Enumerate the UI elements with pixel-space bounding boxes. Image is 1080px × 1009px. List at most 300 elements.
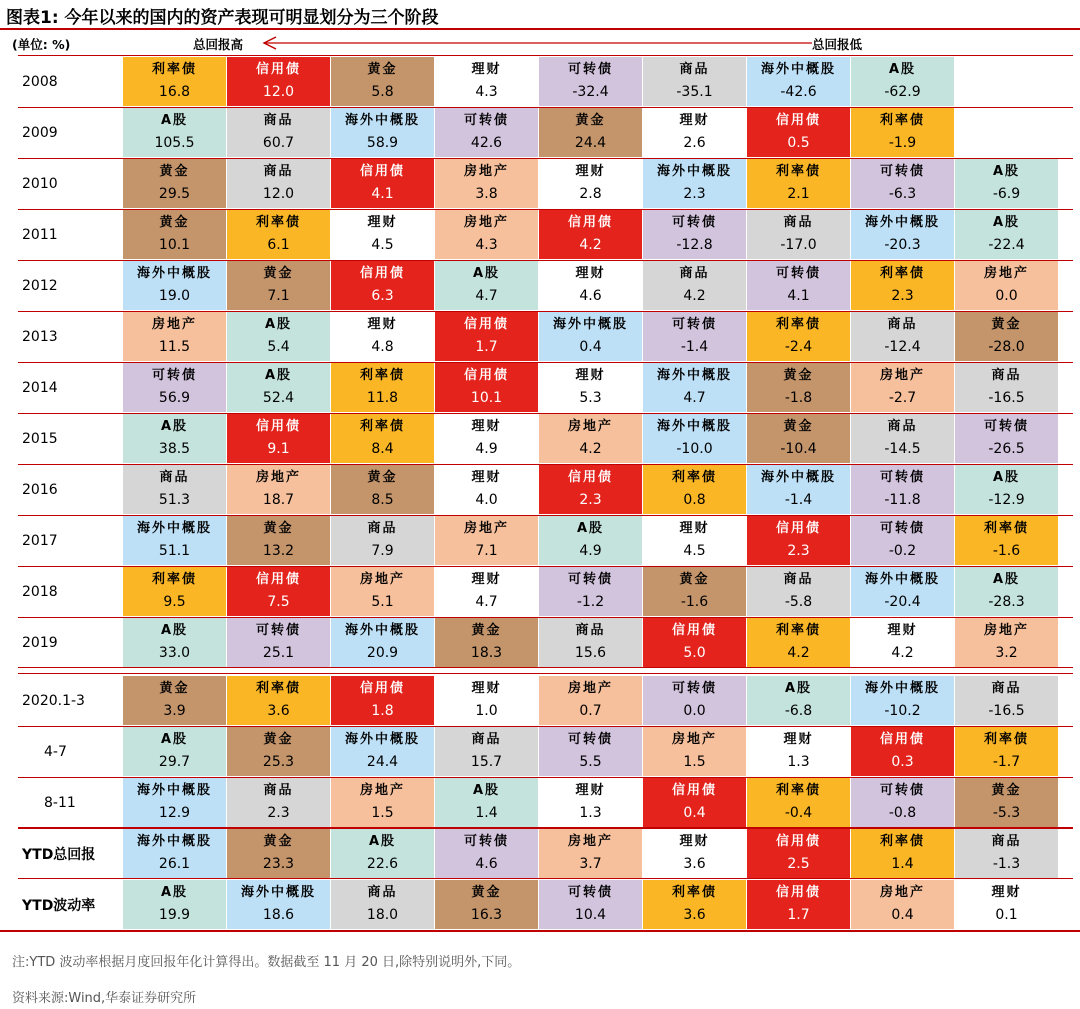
footnote: 注:YTD 波动率根据月度回报年化计算得出。数据截至 11 月 20 日,除特别说明外,下同。 bbox=[12, 955, 521, 970]
asset-name: 海外中概股 bbox=[240, 885, 316, 900]
asset-value: -1.6 bbox=[992, 543, 1021, 559]
asset-cell bbox=[331, 465, 434, 514]
asset-value: 24.4 bbox=[574, 135, 607, 151]
asset-name: 海外中概股 bbox=[656, 164, 732, 179]
asset-cell bbox=[747, 829, 850, 878]
asset-value: -35.1 bbox=[676, 84, 713, 100]
asset-value: 2.3 bbox=[787, 543, 810, 559]
asset-cell bbox=[435, 363, 538, 412]
asset-value: 51.1 bbox=[158, 543, 191, 559]
asset-name: 可转债 bbox=[671, 215, 717, 230]
asset-value: -10.0 bbox=[676, 441, 713, 457]
asset-value: 12.9 bbox=[158, 805, 191, 821]
asset-value: -28.3 bbox=[988, 594, 1025, 610]
asset-cell bbox=[123, 880, 226, 929]
row-label: 2016 bbox=[22, 481, 58, 498]
asset-name: 黄金 bbox=[263, 834, 294, 849]
asset-cell bbox=[227, 159, 330, 208]
asset-name: A股 bbox=[160, 623, 189, 638]
asset-value: 12.0 bbox=[262, 84, 295, 100]
asset-cell bbox=[331, 210, 434, 259]
asset-name: A股 bbox=[264, 368, 293, 383]
asset-cell bbox=[331, 676, 434, 725]
asset-cell bbox=[955, 567, 1058, 616]
asset-name: 房地产 bbox=[463, 215, 509, 230]
source-note: 资料来源:Wind,华泰证券研究所 bbox=[12, 991, 197, 1006]
asset-value: -5.3 bbox=[992, 805, 1021, 821]
asset-cell bbox=[851, 312, 954, 361]
asset-name: 房地产 bbox=[983, 266, 1029, 281]
table-rule bbox=[18, 362, 1073, 363]
asset-value: -6.3 bbox=[888, 186, 917, 202]
asset-value: 4.6 bbox=[579, 288, 602, 304]
asset-value: -1.2 bbox=[576, 594, 605, 610]
asset-cell bbox=[955, 676, 1058, 725]
asset-name: A股 bbox=[992, 164, 1021, 179]
asset-value: 1.3 bbox=[579, 805, 602, 821]
asset-cell bbox=[227, 312, 330, 361]
row-label: 2009 bbox=[22, 124, 58, 141]
asset-name: 利率债 bbox=[775, 783, 821, 798]
asset-value: -42.6 bbox=[780, 84, 817, 100]
asset-cell bbox=[851, 210, 954, 259]
row-label: 2012 bbox=[22, 277, 58, 294]
asset-cell bbox=[331, 261, 434, 310]
asset-name: 理财 bbox=[575, 164, 606, 179]
asset-cell bbox=[123, 618, 226, 667]
asset-cell bbox=[747, 676, 850, 725]
asset-name: 理财 bbox=[471, 470, 502, 485]
asset-value: 9.5 bbox=[163, 594, 186, 610]
table-rule bbox=[18, 55, 1073, 56]
asset-cell bbox=[331, 516, 434, 565]
table-rule bbox=[18, 673, 1073, 674]
row-label: 8-11 bbox=[44, 794, 76, 811]
asset-value: 3.6 bbox=[683, 856, 706, 872]
asset-cell bbox=[123, 210, 226, 259]
asset-cell bbox=[435, 567, 538, 616]
asset-value: 4.9 bbox=[475, 441, 498, 457]
table-rule bbox=[18, 667, 1073, 668]
asset-name: A股 bbox=[576, 521, 605, 536]
asset-value: 11.8 bbox=[366, 390, 399, 406]
asset-value: 3.8 bbox=[475, 186, 498, 202]
asset-value: 2.1 bbox=[787, 186, 810, 202]
asset-cell bbox=[643, 414, 746, 463]
asset-cell bbox=[331, 312, 434, 361]
asset-cell bbox=[955, 778, 1058, 827]
asset-name: 利率债 bbox=[983, 732, 1029, 747]
asset-value: 2.3 bbox=[267, 805, 290, 821]
asset-name: 海外中概股 bbox=[760, 62, 836, 77]
axis-low-label: 总回报低 bbox=[812, 37, 863, 52]
asset-value: 18.3 bbox=[470, 645, 503, 661]
asset-name: 海外中概股 bbox=[656, 419, 732, 434]
asset-value: 4.3 bbox=[475, 84, 498, 100]
footer-rule bbox=[0, 930, 1080, 932]
asset-name: A股 bbox=[160, 732, 189, 747]
asset-name: 信用债 bbox=[879, 732, 925, 747]
asset-value: 1.7 bbox=[787, 907, 810, 923]
asset-cell bbox=[123, 261, 226, 310]
asset-value: 56.9 bbox=[158, 390, 191, 406]
asset-value: 23.3 bbox=[262, 856, 295, 872]
asset-name: 信用债 bbox=[359, 681, 405, 696]
asset-value: 10.4 bbox=[574, 907, 607, 923]
asset-cell bbox=[123, 414, 226, 463]
asset-cell bbox=[955, 363, 1058, 412]
asset-name: 理财 bbox=[679, 521, 710, 536]
asset-name: 利率债 bbox=[671, 885, 717, 900]
asset-value: 29.7 bbox=[158, 754, 191, 770]
asset-name: 可转债 bbox=[567, 885, 613, 900]
asset-name: 海外中概股 bbox=[136, 834, 212, 849]
asset-cell bbox=[539, 618, 642, 667]
asset-value: -11.8 bbox=[884, 492, 921, 508]
row-label: 2014 bbox=[22, 379, 58, 396]
asset-name: 海外中概股 bbox=[344, 113, 420, 128]
asset-cell bbox=[747, 312, 850, 361]
asset-name: 海外中概股 bbox=[864, 215, 940, 230]
asset-name: 房地产 bbox=[567, 419, 613, 434]
asset-cell bbox=[747, 618, 850, 667]
asset-value: 4.7 bbox=[475, 288, 498, 304]
asset-cell bbox=[331, 829, 434, 878]
asset-cell bbox=[227, 363, 330, 412]
asset-value: 4.9 bbox=[579, 543, 602, 559]
asset-value: -0.2 bbox=[888, 543, 917, 559]
asset-cell bbox=[123, 829, 226, 878]
asset-name: 商品 bbox=[159, 470, 190, 485]
asset-value: -1.7 bbox=[992, 754, 1021, 770]
asset-value: 24.4 bbox=[366, 754, 399, 770]
asset-value: 1.5 bbox=[371, 805, 394, 821]
asset-value: 4.3 bbox=[475, 237, 498, 253]
asset-cell bbox=[331, 778, 434, 827]
asset-cell bbox=[227, 880, 330, 929]
asset-name: 可转债 bbox=[567, 62, 613, 77]
asset-name: 信用债 bbox=[567, 215, 613, 230]
asset-cell bbox=[435, 312, 538, 361]
row-label: 2010 bbox=[22, 175, 58, 192]
asset-cell bbox=[227, 778, 330, 827]
asset-name: 利率债 bbox=[775, 317, 821, 332]
asset-cell bbox=[747, 108, 850, 157]
asset-value: -10.4 bbox=[780, 441, 817, 457]
asset-value: 0.0 bbox=[683, 703, 706, 719]
asset-value: 1.3 bbox=[787, 754, 810, 770]
asset-value: 0.5 bbox=[787, 135, 810, 151]
asset-cell bbox=[123, 312, 226, 361]
asset-value: 4.5 bbox=[371, 237, 394, 253]
asset-cell bbox=[539, 108, 642, 157]
asset-name: 信用债 bbox=[775, 834, 821, 849]
asset-name: 理财 bbox=[575, 783, 606, 798]
asset-value: 4.6 bbox=[475, 856, 498, 872]
asset-value: 1.4 bbox=[475, 805, 498, 821]
asset-cell bbox=[539, 363, 642, 412]
asset-name: 利率债 bbox=[151, 62, 197, 77]
asset-cell bbox=[123, 778, 226, 827]
asset-cell bbox=[331, 363, 434, 412]
asset-value: 4.2 bbox=[683, 288, 706, 304]
asset-value: 1.8 bbox=[371, 703, 394, 719]
asset-name: 可转债 bbox=[671, 681, 717, 696]
asset-cell bbox=[539, 414, 642, 463]
asset-value: 10.1 bbox=[470, 390, 503, 406]
asset-value: 15.7 bbox=[470, 754, 503, 770]
asset-cell bbox=[123, 567, 226, 616]
asset-name: A股 bbox=[784, 681, 813, 696]
asset-cell bbox=[435, 465, 538, 514]
asset-cell bbox=[747, 159, 850, 208]
asset-name: 可转债 bbox=[879, 521, 925, 536]
asset-name: 利率债 bbox=[983, 521, 1029, 536]
asset-value: 19.0 bbox=[158, 288, 191, 304]
asset-name: 理财 bbox=[575, 266, 606, 281]
row-label: 2018 bbox=[22, 583, 58, 600]
asset-cell bbox=[955, 159, 1058, 208]
asset-value: -17.0 bbox=[780, 237, 817, 253]
asset-value: 1.0 bbox=[475, 703, 498, 719]
asset-cell bbox=[643, 312, 746, 361]
asset-value: 8.5 bbox=[371, 492, 394, 508]
asset-value: -2.7 bbox=[888, 390, 917, 406]
row-label: 2015 bbox=[22, 430, 58, 447]
asset-value: 5.3 bbox=[579, 390, 602, 406]
asset-value: 0.3 bbox=[891, 754, 914, 770]
asset-name: 房地产 bbox=[879, 368, 925, 383]
asset-cell bbox=[123, 159, 226, 208]
asset-cell bbox=[643, 108, 746, 157]
asset-name: 商品 bbox=[679, 62, 710, 77]
asset-value: -20.4 bbox=[884, 594, 921, 610]
asset-value: 8.4 bbox=[371, 441, 394, 457]
asset-name: 可转债 bbox=[879, 470, 925, 485]
asset-value: 0.4 bbox=[683, 805, 706, 821]
asset-value: 2.3 bbox=[891, 288, 914, 304]
row-label: 2011 bbox=[22, 226, 58, 243]
asset-cell bbox=[227, 676, 330, 725]
asset-value: 38.5 bbox=[158, 441, 191, 457]
asset-cell bbox=[227, 516, 330, 565]
row-label: 2019 bbox=[22, 634, 58, 651]
asset-cell bbox=[955, 261, 1058, 310]
asset-cell bbox=[747, 727, 850, 776]
asset-value: 18.0 bbox=[366, 907, 399, 923]
asset-name: 黄金 bbox=[991, 317, 1022, 332]
asset-name: A股 bbox=[472, 266, 501, 281]
asset-value: -6.9 bbox=[992, 186, 1021, 202]
asset-name: 商品 bbox=[575, 623, 606, 638]
asset-name: 海外中概股 bbox=[656, 368, 732, 383]
asset-name: 理财 bbox=[367, 317, 398, 332]
asset-name: 理财 bbox=[367, 215, 398, 230]
asset-name: 利率债 bbox=[671, 470, 717, 485]
row-label: YTD波动率 bbox=[22, 897, 96, 914]
asset-name: 利率债 bbox=[359, 419, 405, 434]
asset-cell bbox=[747, 567, 850, 616]
asset-value: 22.6 bbox=[366, 856, 399, 872]
asset-name: 商品 bbox=[263, 113, 294, 128]
asset-name: 可转债 bbox=[463, 834, 509, 849]
asset-cell bbox=[227, 210, 330, 259]
asset-value: 33.0 bbox=[158, 645, 191, 661]
asset-cell bbox=[227, 567, 330, 616]
table-rule bbox=[18, 827, 1073, 829]
asset-cell bbox=[643, 778, 746, 827]
asset-name: 海外中概股 bbox=[136, 266, 212, 281]
asset-name: 可转债 bbox=[671, 317, 717, 332]
asset-value: 1.4 bbox=[891, 856, 914, 872]
asset-name: 利率债 bbox=[879, 834, 925, 849]
asset-name: 房地产 bbox=[359, 572, 405, 587]
asset-value: 4.1 bbox=[787, 288, 810, 304]
asset-name: 房地产 bbox=[463, 164, 509, 179]
asset-value: 11.5 bbox=[158, 339, 191, 355]
figure-title: 图表1: 今年以来的国内的资产表现可明显划分为三个阶段 bbox=[6, 8, 439, 28]
asset-value: 1.7 bbox=[475, 339, 498, 355]
row-label: 2017 bbox=[22, 532, 58, 549]
asset-cell bbox=[747, 465, 850, 514]
row-label: 2008 bbox=[22, 73, 58, 90]
asset-value: 19.9 bbox=[158, 907, 191, 923]
asset-cell bbox=[227, 465, 330, 514]
asset-value: 5.5 bbox=[579, 754, 602, 770]
asset-value: 25.1 bbox=[262, 645, 295, 661]
asset-name: 黄金 bbox=[159, 164, 190, 179]
asset-value: -5.8 bbox=[784, 594, 813, 610]
asset-value: 9.1 bbox=[267, 441, 290, 457]
asset-name: 利率债 bbox=[151, 572, 197, 587]
asset-cell bbox=[851, 57, 954, 106]
asset-name: 黄金 bbox=[679, 572, 710, 587]
asset-value: 60.7 bbox=[262, 135, 295, 151]
asset-name: A股 bbox=[160, 113, 189, 128]
asset-value: 4.2 bbox=[579, 237, 602, 253]
asset-name: 海外中概股 bbox=[136, 521, 212, 536]
asset-name: 信用债 bbox=[255, 419, 301, 434]
asset-name: 房地产 bbox=[671, 732, 717, 747]
asset-cell bbox=[747, 778, 850, 827]
asset-cell bbox=[227, 108, 330, 157]
asset-value: 4.2 bbox=[891, 645, 914, 661]
asset-cell bbox=[851, 676, 954, 725]
asset-name: 商品 bbox=[263, 783, 294, 798]
asset-cell bbox=[123, 516, 226, 565]
asset-name: A股 bbox=[160, 885, 189, 900]
asset-cell bbox=[747, 210, 850, 259]
asset-name: 理财 bbox=[471, 572, 502, 587]
asset-cell bbox=[539, 159, 642, 208]
asset-name: 海外中概股 bbox=[344, 623, 420, 638]
asset-value: -6.8 bbox=[784, 703, 813, 719]
asset-value: 7.5 bbox=[267, 594, 290, 610]
table-rule bbox=[18, 311, 1073, 312]
asset-name: 可转债 bbox=[775, 266, 821, 281]
asset-value: 0.7 bbox=[579, 703, 602, 719]
asset-value: 4.2 bbox=[579, 441, 602, 457]
asset-cell bbox=[539, 210, 642, 259]
asset-name: 房地产 bbox=[879, 885, 925, 900]
asset-name: 黄金 bbox=[991, 783, 1022, 798]
asset-name: 黄金 bbox=[367, 62, 398, 77]
asset-cell bbox=[643, 465, 746, 514]
asset-cell bbox=[643, 829, 746, 878]
asset-value: -16.5 bbox=[988, 703, 1025, 719]
asset-cell bbox=[955, 312, 1058, 361]
asset-name: 商品 bbox=[991, 834, 1022, 849]
asset-name: A股 bbox=[992, 215, 1021, 230]
asset-value: 5.1 bbox=[371, 594, 394, 610]
asset-cell bbox=[435, 676, 538, 725]
asset-cell bbox=[539, 567, 642, 616]
asset-value: 3.6 bbox=[267, 703, 290, 719]
asset-value: 42.6 bbox=[470, 135, 503, 151]
table-rule bbox=[18, 617, 1073, 618]
asset-name: 房地产 bbox=[255, 470, 301, 485]
row-label: 4-7 bbox=[44, 743, 67, 760]
asset-cell bbox=[643, 516, 746, 565]
asset-value: 0.4 bbox=[579, 339, 602, 355]
asset-name: 商品 bbox=[367, 521, 398, 536]
asset-value: 105.5 bbox=[154, 135, 195, 151]
asset-cell bbox=[643, 57, 746, 106]
table-rule bbox=[18, 158, 1073, 159]
asset-name: 理财 bbox=[783, 732, 814, 747]
asset-cell bbox=[123, 465, 226, 514]
asset-name: 可转债 bbox=[463, 113, 509, 128]
asset-value: 0.8 bbox=[683, 492, 706, 508]
asset-cell bbox=[227, 829, 330, 878]
asset-name: 理财 bbox=[679, 113, 710, 128]
asset-name: 理财 bbox=[471, 681, 502, 696]
asset-value: 25.3 bbox=[262, 754, 295, 770]
asset-value: -12.4 bbox=[884, 339, 921, 355]
asset-name: 商品 bbox=[991, 368, 1022, 383]
asset-name: 信用债 bbox=[359, 266, 405, 281]
asset-cell bbox=[643, 618, 746, 667]
asset-name: 信用债 bbox=[671, 623, 717, 638]
table-rule bbox=[18, 107, 1073, 108]
asset-name: 黄金 bbox=[263, 266, 294, 281]
asset-cell bbox=[435, 829, 538, 878]
asset-cell bbox=[851, 829, 954, 878]
asset-name: A股 bbox=[472, 783, 501, 798]
asset-name: 利率债 bbox=[775, 623, 821, 638]
asset-name: 房地产 bbox=[567, 834, 613, 849]
asset-value: 3.2 bbox=[995, 645, 1018, 661]
asset-name: 黄金 bbox=[471, 885, 502, 900]
asset-value: -1.4 bbox=[784, 492, 813, 508]
asset-cell bbox=[643, 210, 746, 259]
asset-cell bbox=[435, 261, 538, 310]
asset-name: 海外中概股 bbox=[552, 317, 628, 332]
asset-value: 51.3 bbox=[158, 492, 191, 508]
asset-value: 4.5 bbox=[683, 543, 706, 559]
asset-cell bbox=[643, 880, 746, 929]
asset-name: 信用债 bbox=[775, 521, 821, 536]
asset-name: 黄金 bbox=[367, 470, 398, 485]
asset-cell bbox=[435, 880, 538, 929]
asset-cell bbox=[227, 261, 330, 310]
asset-cell bbox=[955, 210, 1058, 259]
asset-value: 4.1 bbox=[371, 186, 394, 202]
asset-cell bbox=[539, 676, 642, 725]
asset-cell bbox=[539, 829, 642, 878]
asset-value: -32.4 bbox=[572, 84, 609, 100]
asset-name: 可转债 bbox=[983, 419, 1029, 434]
